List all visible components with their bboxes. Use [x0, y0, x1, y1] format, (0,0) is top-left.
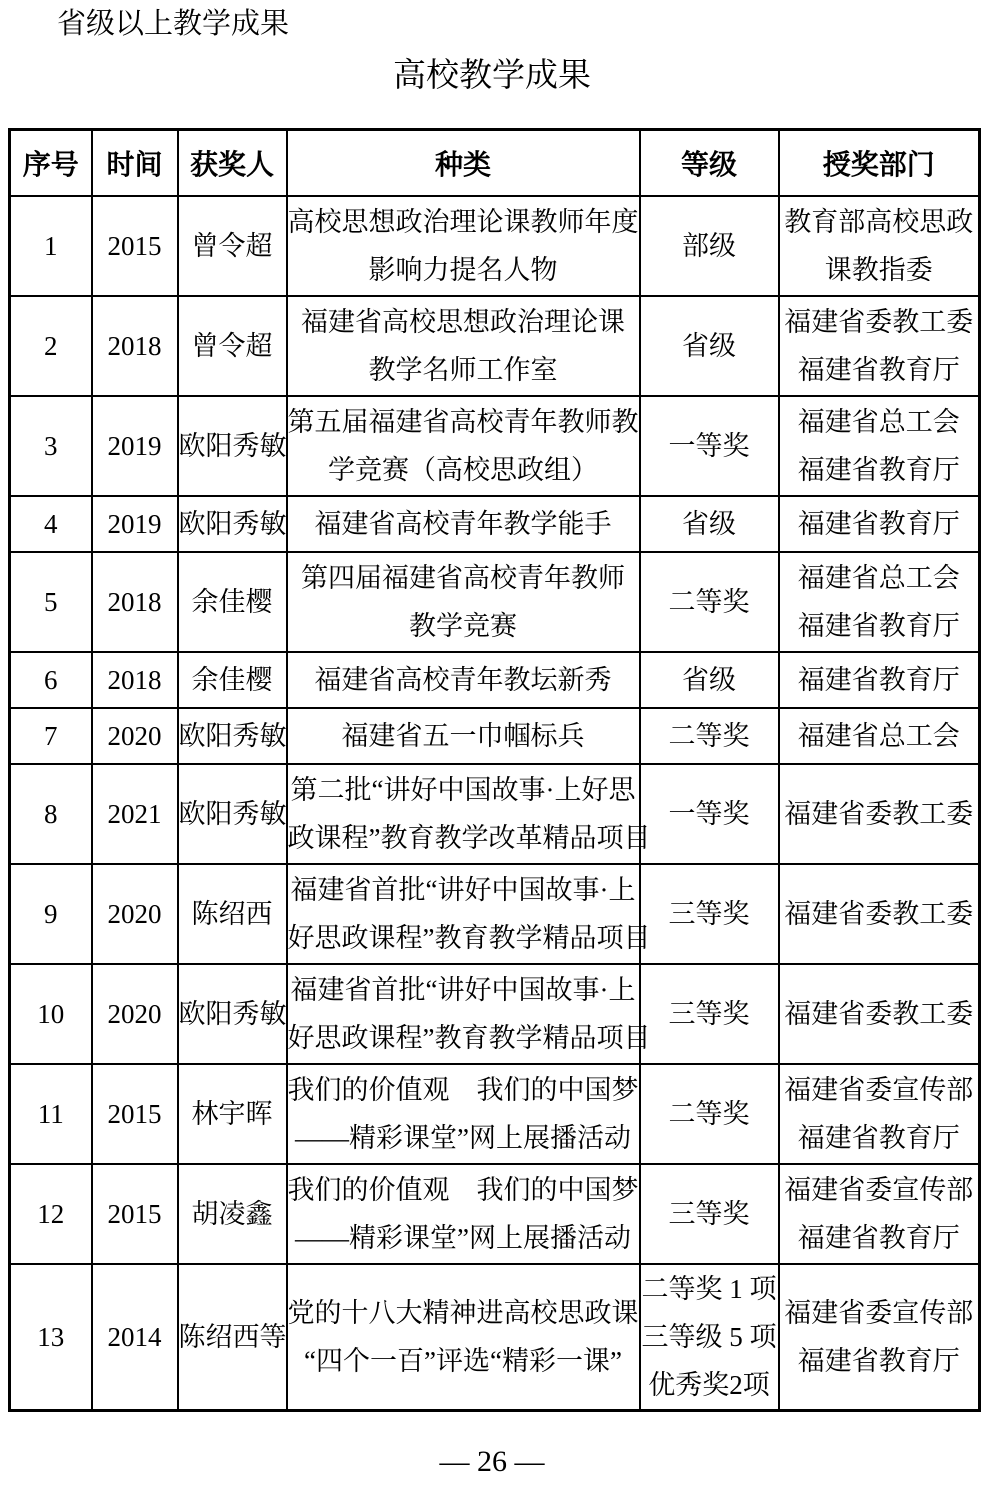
cell-time	[92, 196, 178, 296]
cell-kind	[287, 1064, 640, 1164]
cell-dept	[779, 196, 980, 296]
cell-level	[640, 964, 779, 1064]
cell-winner	[178, 1264, 287, 1411]
cell-dept	[779, 964, 980, 1064]
cell-no	[10, 552, 92, 652]
cell-line: 2014	[107, 1322, 162, 1352]
table-row	[10, 496, 980, 552]
cell-line: 教学竞赛	[409, 611, 517, 641]
cell-winner	[178, 864, 287, 964]
cell-line: 部级	[682, 231, 736, 261]
cell-line: 13	[37, 1322, 65, 1352]
cell-winner	[178, 496, 287, 552]
cell-line: 余佳樱	[191, 587, 273, 617]
cell-time	[92, 652, 178, 708]
cell-level	[640, 708, 779, 764]
cell-line: 2018	[107, 587, 162, 617]
cell-line: 三等奖	[668, 999, 750, 1029]
cell-line: 我们的价值观 我们的中国梦	[287, 1075, 639, 1105]
cell-line: 1	[44, 231, 58, 261]
cell-kind	[287, 196, 640, 296]
cell-line: 我们的价值观 我们的中国梦	[287, 1175, 639, 1205]
table-row	[10, 396, 980, 496]
col-header-no: 序号	[10, 130, 92, 197]
cell-line: 曾令超	[191, 331, 273, 361]
cell-winner	[178, 764, 287, 864]
cell-line: 欧阳秀敏	[178, 509, 287, 539]
cell-line: 三等级 5 项	[641, 1322, 777, 1352]
col-header-dept: 授奖部门	[779, 130, 980, 197]
cell-time	[92, 296, 178, 396]
cell-line: 胡凌鑫	[191, 1199, 273, 1229]
cell-line: 12	[37, 1199, 65, 1229]
cell-line: 2019	[107, 431, 162, 461]
cell-winner	[178, 1164, 287, 1264]
cell-line: 福建省教育厅	[797, 1346, 960, 1376]
cell-line: 优秀奖2项	[648, 1370, 770, 1400]
cell-line: “四个一百”评选“精彩一课”	[304, 1346, 622, 1376]
cell-no	[10, 964, 92, 1064]
cell-line: 福建省首批“讲好中国故事·上	[290, 975, 636, 1005]
cell-line: 6	[44, 665, 58, 695]
header-row	[10, 130, 980, 197]
table-row	[10, 1264, 980, 1411]
table-row	[10, 864, 980, 964]
cell-line: ——精彩课堂”网上展播活动	[295, 1123, 631, 1153]
cell-no	[10, 764, 92, 864]
cell-kind	[287, 1264, 640, 1411]
cell-line: 欧阳秀敏	[178, 721, 287, 751]
cell-time	[92, 1164, 178, 1264]
cell-no	[10, 396, 92, 496]
cell-no	[10, 496, 92, 552]
cell-dept	[779, 708, 980, 764]
col-header-time: 时间	[92, 130, 178, 197]
cell-kind	[287, 708, 640, 764]
table-row	[10, 964, 980, 1064]
cell-winner	[178, 396, 287, 496]
cell-line: 二等奖	[668, 721, 750, 751]
cell-level	[640, 496, 779, 552]
cell-line: 福建省教育厅	[797, 665, 960, 695]
cell-no	[10, 1264, 92, 1411]
cell-kind	[287, 396, 640, 496]
cell-time	[92, 1264, 178, 1411]
cell-dept	[779, 1264, 980, 1411]
cell-line: 2018	[107, 665, 162, 695]
cell-dept	[779, 396, 980, 496]
cell-line: 福建省委教工委	[784, 799, 974, 829]
cell-line: 教学名师工作室	[368, 355, 558, 385]
cell-line: 余佳樱	[191, 665, 273, 695]
cell-line: 二等奖 1 项	[641, 1274, 777, 1304]
cell-line: 政课程”教育教学改革精品项目	[287, 823, 651, 853]
cell-line: 高校思想政治理论课教师年度	[287, 207, 639, 237]
cell-kind	[287, 1164, 640, 1264]
cell-winner	[178, 652, 287, 708]
cell-line: 福建省委教工委	[784, 999, 974, 1029]
cell-line: 2020	[107, 999, 162, 1029]
cell-line: ——精彩课堂”网上展播活动	[295, 1223, 631, 1253]
cell-line: 福建省总工会	[797, 407, 960, 437]
cell-line: 3	[44, 431, 58, 461]
table-row	[10, 196, 980, 296]
cell-line: 2020	[107, 899, 162, 929]
cell-line: 福建省首批“讲好中国故事·上	[290, 875, 636, 905]
cell-time	[92, 708, 178, 764]
col-header-winner: 获奖人	[178, 130, 287, 197]
cell-line: 2021	[107, 799, 162, 829]
cell-time	[92, 552, 178, 652]
cell-level	[640, 296, 779, 396]
cell-line: 教育部高校思政	[784, 207, 974, 237]
cell-level	[640, 864, 779, 964]
cell-line: 福建省高校青年教坛新秀	[314, 665, 612, 695]
cell-level	[640, 764, 779, 864]
cell-line: 10	[37, 999, 65, 1029]
cell-line: 2	[44, 331, 58, 361]
cell-no	[10, 1064, 92, 1164]
table-row	[10, 1164, 980, 1264]
cell-line: 2019	[107, 509, 162, 539]
cell-kind	[287, 296, 640, 396]
cell-line: 福建省委宣传部	[784, 1298, 974, 1328]
cell-line: 9	[44, 899, 58, 929]
cell-dept	[779, 864, 980, 964]
awards-table	[8, 128, 981, 1412]
table-row	[10, 764, 980, 864]
table-body	[10, 196, 980, 1411]
cell-winner	[178, 964, 287, 1064]
cell-line: 二等奖	[668, 587, 750, 617]
cell-winner	[178, 708, 287, 764]
cell-kind	[287, 764, 651, 864]
cell-line: 第二批“讲好中国故事·上好思	[290, 775, 636, 805]
cell-line: 2018	[107, 331, 162, 361]
cell-line: 2015	[107, 1099, 162, 1129]
cell-no	[10, 1164, 92, 1264]
cell-line: 三等奖	[668, 1199, 750, 1229]
cell-winner	[178, 552, 287, 652]
cell-line: 5	[44, 587, 58, 617]
cell-line: 欧阳秀敏	[178, 799, 287, 829]
cell-level	[640, 1264, 779, 1411]
page-title: 高校教学成果	[393, 58, 591, 94]
cell-line: 课教指委	[824, 255, 933, 285]
cell-line: 学竞赛（高校思政组）	[328, 455, 598, 485]
cell-line: 一等奖	[668, 799, 750, 829]
cell-line: 8	[44, 799, 58, 829]
cell-winner	[178, 296, 287, 396]
cell-level	[640, 196, 779, 296]
cell-time	[92, 964, 178, 1064]
col-header-kind: 种类	[287, 130, 640, 197]
cell-time	[92, 1064, 178, 1164]
cell-level	[640, 652, 779, 708]
cell-time	[92, 864, 178, 964]
cell-kind	[287, 652, 640, 708]
cell-line: 一等奖	[668, 431, 750, 461]
cell-dept	[779, 552, 980, 652]
cell-dept	[779, 1064, 980, 1164]
cell-line: 福建省委教工委	[784, 307, 974, 337]
cell-line: 第五届福建省高校青年教师教	[287, 407, 639, 437]
section-label: 省级以上教学成果	[57, 8, 290, 40]
cell-line: 福建省教育厅	[797, 509, 960, 539]
cell-line: 三等奖	[668, 899, 750, 929]
cell-line: 福建省总工会	[797, 721, 960, 751]
cell-line: 林宇晖	[191, 1099, 273, 1129]
table-row	[10, 652, 980, 708]
cell-dept	[779, 496, 980, 552]
cell-line: 福建省教育厅	[797, 611, 960, 641]
cell-no	[10, 296, 92, 396]
cell-kind	[287, 496, 640, 552]
cell-time	[92, 764, 178, 864]
cell-line: 福建省委宣传部	[784, 1175, 974, 1205]
table-row	[10, 708, 980, 764]
cell-line: 欧阳秀敏	[178, 431, 287, 461]
cell-dept	[779, 652, 980, 708]
cell-dept	[779, 296, 980, 396]
cell-line: 7	[44, 721, 58, 751]
table-row	[10, 296, 980, 396]
cell-line: 2015	[107, 231, 162, 261]
cell-line: 福建省教育厅	[797, 1123, 960, 1153]
table-header	[10, 130, 980, 197]
cell-line: 福建省教育厅	[797, 1223, 960, 1253]
cell-line: 党的十八大精神进高校思政课	[287, 1298, 639, 1328]
col-header-level: 等级	[640, 130, 779, 197]
cell-time	[92, 396, 178, 496]
cell-line: 福建省教育厅	[797, 455, 960, 485]
cell-line: 陈绍西	[191, 899, 273, 929]
table-row	[10, 1064, 980, 1164]
cell-level	[640, 396, 779, 496]
cell-line: 福建省教育厅	[797, 355, 960, 385]
cell-level	[640, 552, 779, 652]
cell-line: 欧阳秀敏	[178, 999, 287, 1029]
cell-level	[640, 1164, 779, 1264]
cell-line: 4	[44, 509, 58, 539]
cell-no	[10, 864, 92, 964]
cell-level	[640, 1064, 779, 1164]
cell-no	[10, 196, 92, 296]
cell-line: 影响力提名人物	[368, 255, 558, 285]
cell-line: 福建省高校青年教学能手	[314, 509, 612, 539]
cell-no	[10, 708, 92, 764]
cell-line: 省级	[682, 665, 736, 695]
cell-line: 曾令超	[191, 231, 273, 261]
cell-line: 福建省委宣传部	[784, 1075, 974, 1105]
cell-dept	[779, 1164, 980, 1264]
cell-line: 二等奖	[668, 1099, 750, 1129]
cell-kind	[287, 552, 640, 652]
cell-line: 好思政课程”教育教学精品项目	[287, 1023, 651, 1053]
cell-line: 省级	[682, 509, 736, 539]
cell-winner	[178, 196, 287, 296]
table-row	[10, 552, 980, 652]
cell-line: 福建省五一巾帼标兵	[341, 721, 585, 751]
cell-line: 2015	[107, 1199, 162, 1229]
cell-kind	[287, 964, 651, 1064]
cell-line: 福建省总工会	[797, 563, 960, 593]
cell-line: 第四届福建省高校青年教师	[301, 563, 625, 593]
cell-line: 陈绍西等	[178, 1322, 287, 1352]
cell-line: 2020	[107, 721, 162, 751]
cell-line: 福建省委教工委	[784, 899, 974, 929]
cell-line: 福建省高校思想政治理论课	[301, 307, 625, 337]
cell-winner	[178, 1064, 287, 1164]
cell-line: 好思政课程”教育教学精品项目	[287, 923, 651, 953]
cell-no	[10, 652, 92, 708]
page-number: — 26 —	[439, 1445, 545, 1478]
cell-kind	[287, 864, 651, 964]
cell-dept	[779, 764, 980, 864]
cell-line: 11	[37, 1099, 64, 1129]
cell-time	[92, 496, 178, 552]
cell-line: 省级	[682, 331, 736, 361]
